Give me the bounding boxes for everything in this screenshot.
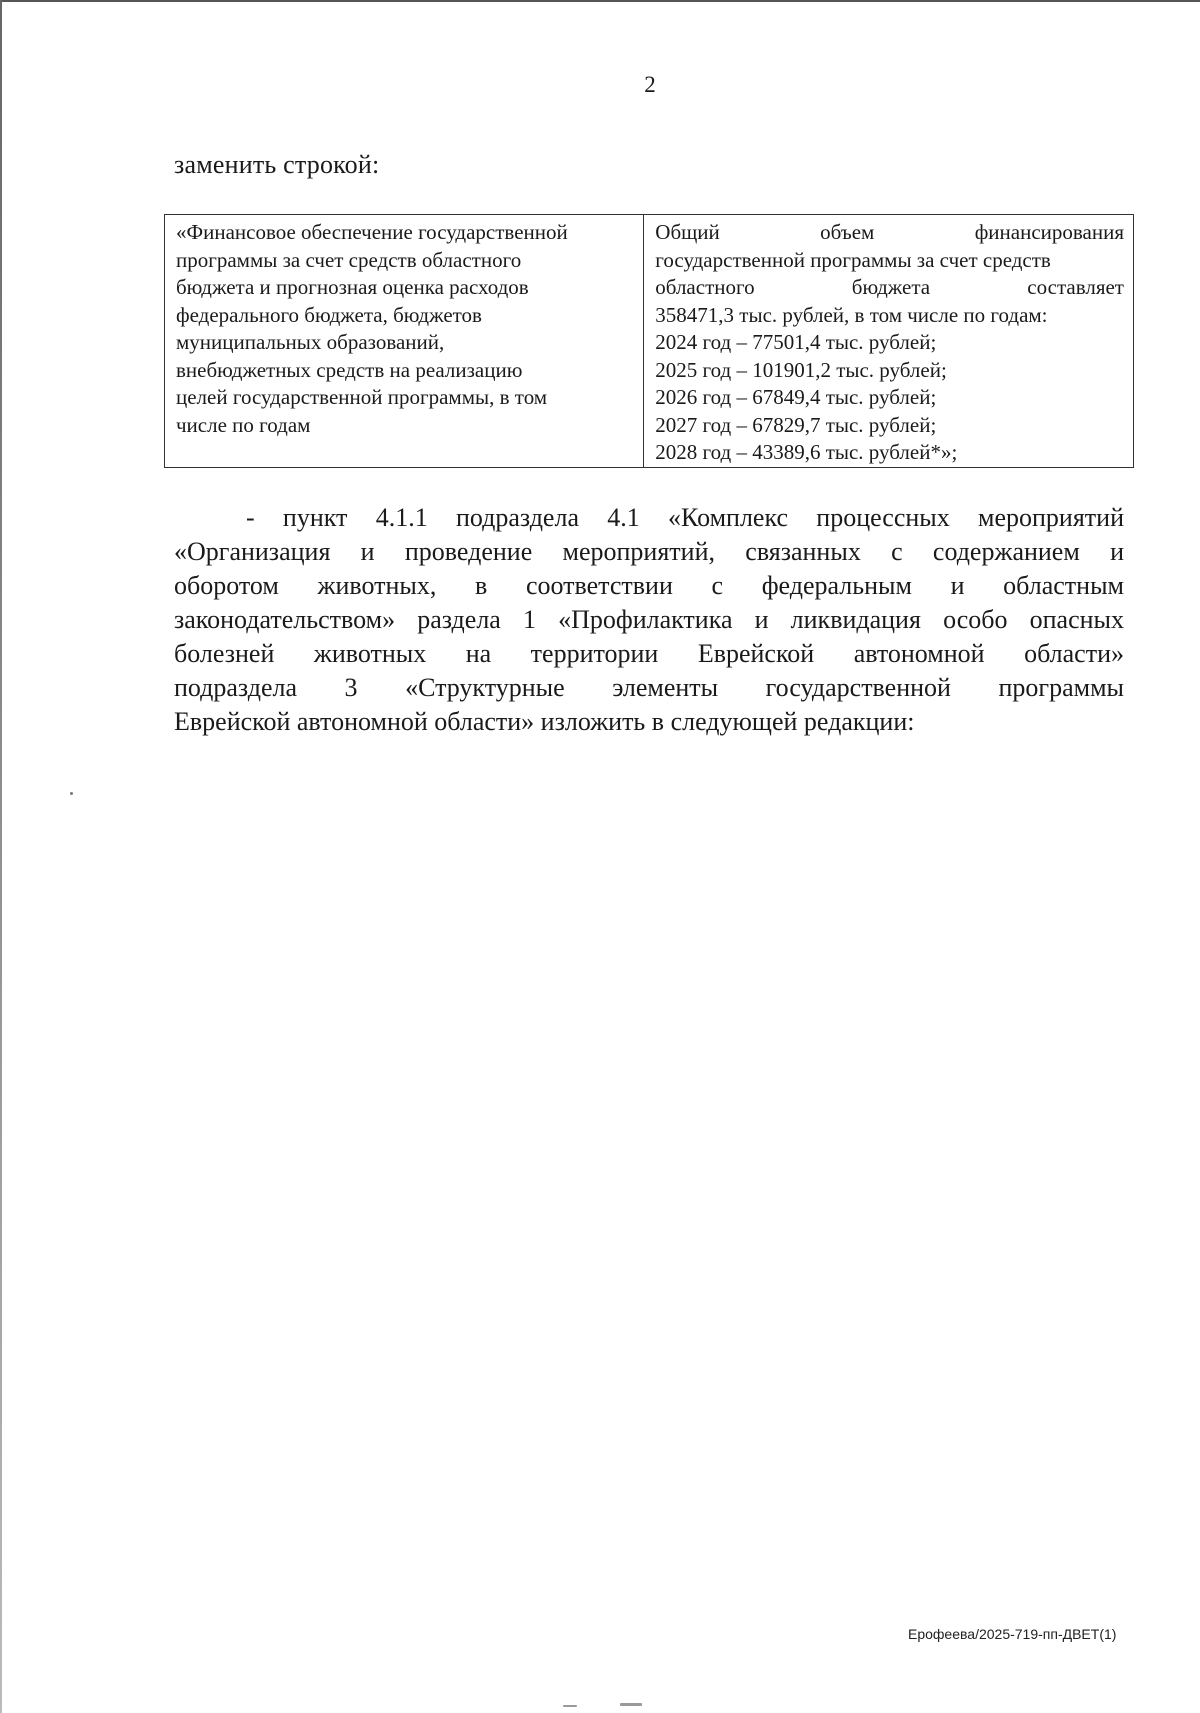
document-reference: Ерофеева/2025-719-пп-ДВЕТ(1) [908, 1626, 1117, 1642]
left-cell-line: программы за счет средств областного [176, 247, 522, 272]
right-cell-line: 2026 год – 67849,4 тыс. рублей; [655, 385, 937, 409]
paragraph-line: законодательством» раздела 1 «Профилактика и ликвидация особо опасных [174, 605, 1124, 634]
left-cell-line: внебюджетных средств на реализацию [176, 357, 523, 382]
left-cell-line: бюджета и прогнозная оценка расходов [176, 275, 529, 299]
right-cell-line: Общий объем финансирования [655, 220, 1124, 244]
right-cell-line: 2025 год – 101901,2 тыс. рублей; [655, 357, 947, 382]
table-cell-right [644, 215, 1134, 468]
left-cell-line: федерального бюджета, бюджетов [176, 302, 482, 327]
right-cell-line: 2028 год – 43389,6 тыс. рублей*»; [655, 440, 958, 464]
right-cell-line: 2024 год – 77501,4 тыс. рублей; [655, 330, 937, 354]
paragraph-line: Еврейской автономной области» изложить в следующей редакции: [174, 707, 915, 736]
page-number: 2 [644, 72, 656, 97]
right-cell-line: 358471,3 тыс. рублей, в том числе по годам: [655, 302, 1048, 327]
left-cell-line: муниципальных образований, [176, 330, 445, 354]
left-cell-line: целей государственной программы, в том [176, 385, 548, 409]
intro-text: заменить строкой: [174, 150, 380, 179]
table-cell-left [165, 215, 644, 468]
financing-table [164, 214, 1134, 468]
left-cell-line: «Финансовое обеспечение государственной [176, 220, 568, 244]
scan-speck [620, 1703, 642, 1706]
right-cell-line: областного бюджета составляет [655, 275, 1124, 299]
amendment-paragraph [174, 501, 1124, 739]
right-cell-line: государственной программы за счет средств [655, 247, 1051, 272]
paragraph-line: оборотом животных, в соответствии с федеральным и областным [174, 571, 1124, 600]
scan-speck [563, 1705, 577, 1707]
scan-edge-left [0, 0, 2, 1713]
paragraph-line: болезней животных на территории Еврейской автономной области» [174, 639, 1124, 668]
paragraph-line: - пункт 4.1.1 подраздела 4.1 «Комплекс процессных мероприятий [246, 503, 1124, 532]
paragraph-line: «Организация и проведение мероприятий, связанных с содержанием и [174, 537, 1124, 566]
scan-speck [70, 792, 73, 795]
left-cell-line: числе по годам [176, 412, 311, 437]
paragraph-line: подраздела 3 «Структурные элементы государственной программы [174, 673, 1124, 702]
table-row [165, 215, 1134, 468]
right-cell-line: 2027 год – 67829,7 тыс. рублей; [655, 412, 937, 437]
scan-edge-top [0, 0, 1200, 2]
